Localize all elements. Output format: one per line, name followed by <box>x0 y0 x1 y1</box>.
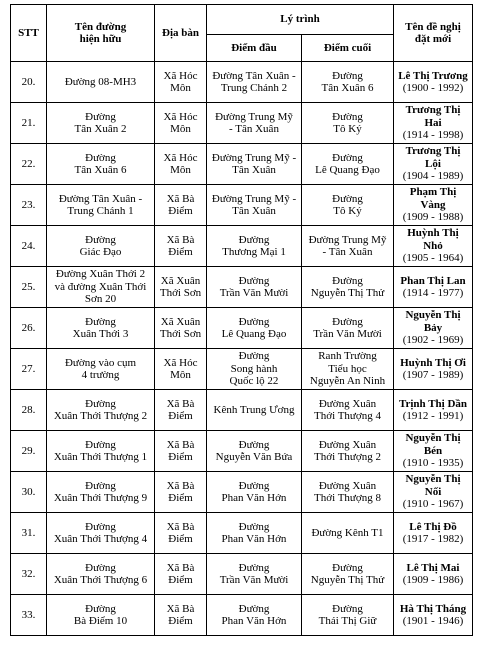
cell-street <box>47 431 155 472</box>
cell-street-line: Bà Điểm 10 <box>73 615 128 627</box>
cell-end-line: Đường <box>332 151 363 164</box>
cell-area-line: Môn <box>170 164 191 176</box>
cell-street-line: Đường <box>85 151 116 164</box>
cell-area <box>155 308 207 349</box>
cell-end-line: Thới Thượng 4 <box>314 410 381 422</box>
cell-stt: 23. <box>11 185 47 226</box>
cell-proposed-name-line: Trương Thị <box>405 104 461 117</box>
cell-end-line: Ranh Trường <box>318 350 377 363</box>
cell-area <box>155 144 207 185</box>
cell-start <box>207 513 302 554</box>
cell-stt: 24. <box>11 226 47 267</box>
cell-street <box>47 226 155 267</box>
table-row <box>11 185 473 226</box>
cell-proposed-name <box>394 472 473 513</box>
cell-street-line: Tân Xuân 6 <box>74 164 127 176</box>
cell-end <box>302 226 394 267</box>
cell-start <box>207 226 302 267</box>
cell-end-line: Nguyễn Thị Thử <box>310 574 385 586</box>
cell-proposed-name <box>394 349 473 390</box>
cell-start <box>207 390 302 431</box>
cell-area-line: Thới Sơn <box>159 328 202 340</box>
cell-stt: 27. <box>11 349 47 390</box>
cell-street <box>47 267 155 308</box>
cell-end-line: Thới Thượng 8 <box>314 492 381 504</box>
cell-street-line: Đường <box>85 315 116 328</box>
cell-years: (1909 - 1986) <box>402 574 464 586</box>
table-body <box>11 62 473 636</box>
cell-start-line: Phan Văn Hớn <box>221 615 287 627</box>
header-area: Địa bàn <box>155 5 207 62</box>
cell-start <box>207 472 302 513</box>
cell-proposed-name-line: Lê Thị Đồ <box>409 520 457 533</box>
cell-start-line: Quốc lộ 22 <box>229 375 279 388</box>
cell-street-line: Trung Chánh 1 <box>67 205 134 217</box>
cell-end <box>302 349 394 390</box>
cell-area-line: Xã Bà <box>166 397 195 410</box>
cell-area <box>155 226 207 267</box>
cell-street-line: Đường Xuân Thới 2 <box>55 268 146 281</box>
header-proposed-line: đặt mới <box>414 33 452 45</box>
cell-area <box>155 349 207 390</box>
header-current-street-line: Tên đường <box>74 20 127 33</box>
cell-start-line: Đường <box>238 479 270 492</box>
header-start-point: Điểm đầu <box>207 35 302 62</box>
cell-stt: 31. <box>11 513 47 554</box>
cell-area <box>155 390 207 431</box>
cell-start <box>207 431 302 472</box>
table-row <box>11 472 473 513</box>
cell-proposed-name-line: Lê Thị Trương <box>398 69 468 82</box>
cell-years: (1910 - 1967) <box>402 498 464 511</box>
cell-years: (1902 - 1969) <box>402 334 464 347</box>
cell-proposed-name <box>394 554 473 595</box>
cell-street <box>47 595 155 636</box>
cell-end-line: Đường <box>332 110 363 123</box>
header-row <box>11 5 473 35</box>
cell-years: (1900 - 1992) <box>402 82 464 94</box>
cell-street <box>47 472 155 513</box>
cell-stt: 28. <box>11 390 47 431</box>
cell-proposed-name-line: Huỳnh Thị <box>407 227 459 240</box>
cell-proposed-name-line: Nối <box>424 485 442 498</box>
cell-area-line: Xã Xuân <box>160 315 201 328</box>
cell-start <box>207 267 302 308</box>
cell-years: (1909 - 1988) <box>402 211 464 224</box>
cell-area-line: Xã Hóc <box>163 356 198 369</box>
cell-start-line: Trần Văn Mười <box>219 287 289 299</box>
cell-stt: 21. <box>11 103 47 144</box>
cell-stt: 33. <box>11 595 47 636</box>
cell-end-line: Đường Xuân <box>318 397 377 410</box>
cell-start-line: Đường <box>238 315 270 328</box>
cell-years: (1912 - 1991) <box>402 410 464 422</box>
cell-start <box>207 185 302 226</box>
cell-start-line: Thương Mại 1 <box>222 246 286 258</box>
header-current-street-line: hiện hữu <box>79 33 122 45</box>
cell-street <box>47 513 155 554</box>
cell-start-line: Phan Văn Hớn <box>221 533 287 545</box>
table-row <box>11 390 473 431</box>
cell-start-line: Trung Chánh 2 <box>220 82 288 94</box>
cell-start-line: Nguyễn Văn Bứa <box>215 451 293 463</box>
cell-end-line: Đường Xuân <box>318 438 377 451</box>
cell-proposed-name <box>394 513 473 554</box>
cell-start-line: Phan Văn Hớn <box>221 492 287 504</box>
cell-area <box>155 595 207 636</box>
cell-start-line: - Tân Xuân <box>229 123 279 135</box>
cell-street-line: Giác Đạo <box>79 246 122 258</box>
cell-area-line: Điểm <box>168 451 193 463</box>
cell-proposed-name-line: Vàng <box>420 198 446 211</box>
cell-years: (1917 - 1982) <box>402 533 464 545</box>
header-route: Lý trình <box>207 5 394 35</box>
cell-years: (1905 - 1964) <box>402 252 464 265</box>
cell-street-line: Sơn 20 <box>84 293 117 306</box>
cell-years: (1907 - 1989) <box>402 369 464 381</box>
cell-area-line: Điểm <box>168 492 193 504</box>
cell-start-line: Đường <box>238 561 270 574</box>
cell-proposed-name-line: Nhỏ <box>423 239 443 252</box>
cell-proposed-name <box>394 267 473 308</box>
street-naming-table <box>10 4 473 636</box>
cell-street <box>47 554 155 595</box>
cell-street-line: 4 trường <box>81 369 120 381</box>
table-row <box>11 308 473 349</box>
cell-start-line: Đường Trung Mỹ - <box>211 151 297 164</box>
cell-end-line: Đường <box>332 69 363 82</box>
cell-proposed-name <box>394 144 473 185</box>
cell-proposed-name <box>394 62 473 103</box>
header-proposed-line: Tên đề nghị <box>405 20 461 33</box>
cell-end-line: Nguyễn An Ninh <box>309 375 386 388</box>
cell-start <box>207 349 302 390</box>
cell-end <box>302 144 394 185</box>
cell-start-line: Đường <box>238 602 270 615</box>
cell-proposed-name-line: Phan Thị Lan <box>400 274 466 287</box>
cell-end-line: Tiểu học <box>328 362 367 375</box>
cell-end-line: Đường <box>332 274 363 287</box>
table-row <box>11 62 473 103</box>
cell-area-line: Xã Bà <box>166 479 195 492</box>
cell-area-line: Xã Bà <box>166 520 195 533</box>
cell-stt: 26. <box>11 308 47 349</box>
cell-start <box>207 144 302 185</box>
cell-end-line: Đường Xuân <box>318 479 377 492</box>
cell-proposed-name-line: Hai <box>424 116 442 129</box>
cell-proposed-name <box>394 308 473 349</box>
cell-area <box>155 472 207 513</box>
cell-end-line: Đường <box>332 602 363 615</box>
cell-proposed-name <box>394 185 473 226</box>
cell-start-line: Đường <box>238 350 270 363</box>
cell-area <box>155 185 207 226</box>
cell-area-line: Điểm <box>168 205 193 217</box>
cell-street-line: Đường <box>85 520 116 533</box>
header-current-street <box>47 5 155 62</box>
cell-area-line: Xã Hóc <box>163 151 198 164</box>
table-row <box>11 349 473 390</box>
cell-end-line: Đường <box>332 315 363 328</box>
cell-end <box>302 103 394 144</box>
cell-area-line: Điểm <box>168 574 193 586</box>
cell-proposed-name-line: Nguyễn Thị <box>405 309 461 322</box>
cell-end <box>302 513 394 554</box>
cell-start <box>207 595 302 636</box>
cell-proposed-name <box>394 431 473 472</box>
cell-area-line: Môn <box>170 123 191 135</box>
cell-end <box>302 185 394 226</box>
cell-start-line: Tân Xuân <box>232 205 276 217</box>
cell-proposed-name-line: Bảy <box>423 321 443 334</box>
cell-end-line: Thới Thượng 2 <box>314 451 381 463</box>
cell-street-line: Xuân Thới Thượng 2 <box>53 410 148 422</box>
cell-years: (1914 - 1977) <box>402 287 464 299</box>
cell-start <box>207 62 302 103</box>
cell-end-line: Tô Ký <box>333 123 362 135</box>
cell-start-line: Đường <box>238 520 270 533</box>
cell-proposed-name-line: Hà Thị Tháng <box>399 602 467 615</box>
cell-area <box>155 62 207 103</box>
cell-area <box>155 431 207 472</box>
cell-area-line: Môn <box>170 369 191 381</box>
cell-area-line: Điểm <box>168 533 193 545</box>
cell-stt: 32. <box>11 554 47 595</box>
cell-street <box>47 103 155 144</box>
cell-proposed-name-line: Lê Thị Mai <box>406 561 460 574</box>
cell-street-line: Xuân Thới Thượng 4 <box>53 533 148 545</box>
cell-proposed-name <box>394 226 473 267</box>
cell-start <box>207 308 302 349</box>
cell-area <box>155 267 207 308</box>
cell-area-line: Xã Bà <box>166 438 195 451</box>
cell-street-line: Đường <box>85 479 116 492</box>
cell-start-line: Kênh Trung Ương <box>213 403 295 416</box>
table-row <box>11 103 473 144</box>
cell-proposed-name <box>394 595 473 636</box>
cell-street <box>47 308 155 349</box>
cell-area-line: Xã Bà <box>166 233 195 246</box>
cell-street-line: Xuân Thới Thượng 6 <box>53 574 148 586</box>
cell-end <box>302 267 394 308</box>
cell-end-line: Đường <box>332 192 363 205</box>
cell-street <box>47 185 155 226</box>
cell-end-line: Tân Xuân 6 <box>321 82 374 94</box>
cell-area-line: Xã Bà <box>166 602 195 615</box>
cell-area <box>155 103 207 144</box>
cell-years: (1910 - 1935) <box>402 457 464 470</box>
cell-start-line: Trần Văn Mười <box>219 574 289 586</box>
cell-street-line: Đường <box>85 561 116 574</box>
cell-start-line: Đường <box>238 233 270 246</box>
cell-stt: 20. <box>11 62 47 103</box>
table-row <box>11 554 473 595</box>
cell-end <box>302 595 394 636</box>
cell-area-line: Xã Hóc <box>163 110 198 123</box>
header-proposed-name <box>394 5 473 62</box>
cell-years: (1904 - 1989) <box>402 170 464 183</box>
table-row <box>11 431 473 472</box>
cell-area-line: Xã Xuân <box>160 274 201 287</box>
cell-stt: 29. <box>11 431 47 472</box>
cell-street-line: Đường 08-MH3 <box>64 75 137 88</box>
cell-end <box>302 390 394 431</box>
cell-end-line: Đường Trung Mỹ <box>308 233 387 246</box>
cell-street <box>47 144 155 185</box>
table-row <box>11 267 473 308</box>
cell-area-line: Xã Hóc <box>163 69 198 82</box>
header-stt: STT <box>11 5 47 62</box>
header-end-point: Điểm cuối <box>302 35 394 62</box>
table-row <box>11 226 473 267</box>
cell-end <box>302 472 394 513</box>
cell-street <box>47 390 155 431</box>
cell-start <box>207 554 302 595</box>
cell-street-line: Đường vào cụm <box>64 356 137 369</box>
cell-proposed-name <box>394 390 473 431</box>
cell-start <box>207 103 302 144</box>
cell-street-line: Xuân Thới 3 <box>72 328 129 340</box>
cell-years: (1914 - 1998) <box>402 129 464 142</box>
cell-start-line: Tân Xuân <box>232 164 276 176</box>
cell-stt: 25. <box>11 267 47 308</box>
cell-proposed-name-line: Lội <box>425 157 441 170</box>
cell-street <box>47 62 155 103</box>
cell-end <box>302 308 394 349</box>
cell-street-line: Đường <box>85 397 116 410</box>
cell-proposed-name-line: Trương Thị <box>405 145 461 158</box>
cell-start-line: Đường <box>238 274 270 287</box>
cell-end-line: Nguyễn Thị Thử <box>310 287 385 299</box>
cell-street-line: Đường <box>85 233 116 246</box>
cell-area-line: Xã Bà <box>166 192 195 205</box>
cell-end-line: Đường Kênh T1 <box>311 526 384 539</box>
cell-area-line: Điểm <box>168 410 193 422</box>
cell-proposed-name <box>394 103 473 144</box>
cell-proposed-name-line: Phạm Thị <box>409 186 457 199</box>
table-row <box>11 513 473 554</box>
cell-end <box>302 431 394 472</box>
cell-proposed-name-line: Nguyễn Thị <box>405 432 461 445</box>
cell-proposed-name-line: Bén <box>423 444 443 457</box>
cell-street <box>47 349 155 390</box>
cell-street-line: Đường Tân Xuân - <box>58 192 143 205</box>
cell-street-line: Đường <box>85 110 116 123</box>
cell-proposed-name-line: Nguyễn Thị <box>405 473 461 486</box>
cell-end <box>302 554 394 595</box>
cell-start-line: Đường Tân Xuân - <box>212 69 296 82</box>
table-row <box>11 595 473 636</box>
cell-area <box>155 513 207 554</box>
cell-street-line: Xuân Thới Thượng 1 <box>53 451 148 463</box>
cell-years: (1901 - 1946) <box>402 615 464 627</box>
cell-stt: 30. <box>11 472 47 513</box>
cell-area-line: Điểm <box>168 246 193 258</box>
cell-end-line: Lê Quang Đạo <box>315 164 380 176</box>
cell-end-line: Thái Thị Giữ <box>318 615 377 627</box>
cell-start-line: Song hành <box>230 362 278 375</box>
cell-end-line: Đường <box>332 561 363 574</box>
cell-end <box>302 62 394 103</box>
cell-end-line: - Tân Xuân <box>322 246 373 258</box>
cell-area <box>155 554 207 595</box>
cell-area-line: Thới Sơn <box>159 287 202 299</box>
cell-area-line: Điểm <box>168 615 193 627</box>
cell-street-line: Đường <box>85 438 116 451</box>
cell-proposed-name-line: Trịnh Thị Dần <box>398 397 468 410</box>
cell-start-line: Đường Trung Mỹ <box>215 110 293 123</box>
cell-street-line: Xuân Thới Thượng 9 <box>53 492 148 504</box>
cell-area-line: Xã Bà <box>166 561 195 574</box>
cell-start-line: Đường Trung Mỹ - <box>211 192 297 205</box>
cell-street-line: Tân Xuân 2 <box>74 123 127 135</box>
cell-end-line: Tô Ký <box>333 205 362 217</box>
cell-start-line: Đường <box>238 438 270 451</box>
cell-start-line: Lê Quang Đạo <box>221 328 287 340</box>
cell-stt: 22. <box>11 144 47 185</box>
table-row <box>11 144 473 185</box>
cell-proposed-name-line: Huỳnh Thị Ơi <box>400 356 466 369</box>
cell-area-line: Môn <box>170 82 191 94</box>
cell-street-line: Đường <box>85 602 116 615</box>
cell-end-line: Trần Văn Mười <box>313 328 382 340</box>
cell-street-line: và đường Xuân Thới <box>54 280 147 293</box>
